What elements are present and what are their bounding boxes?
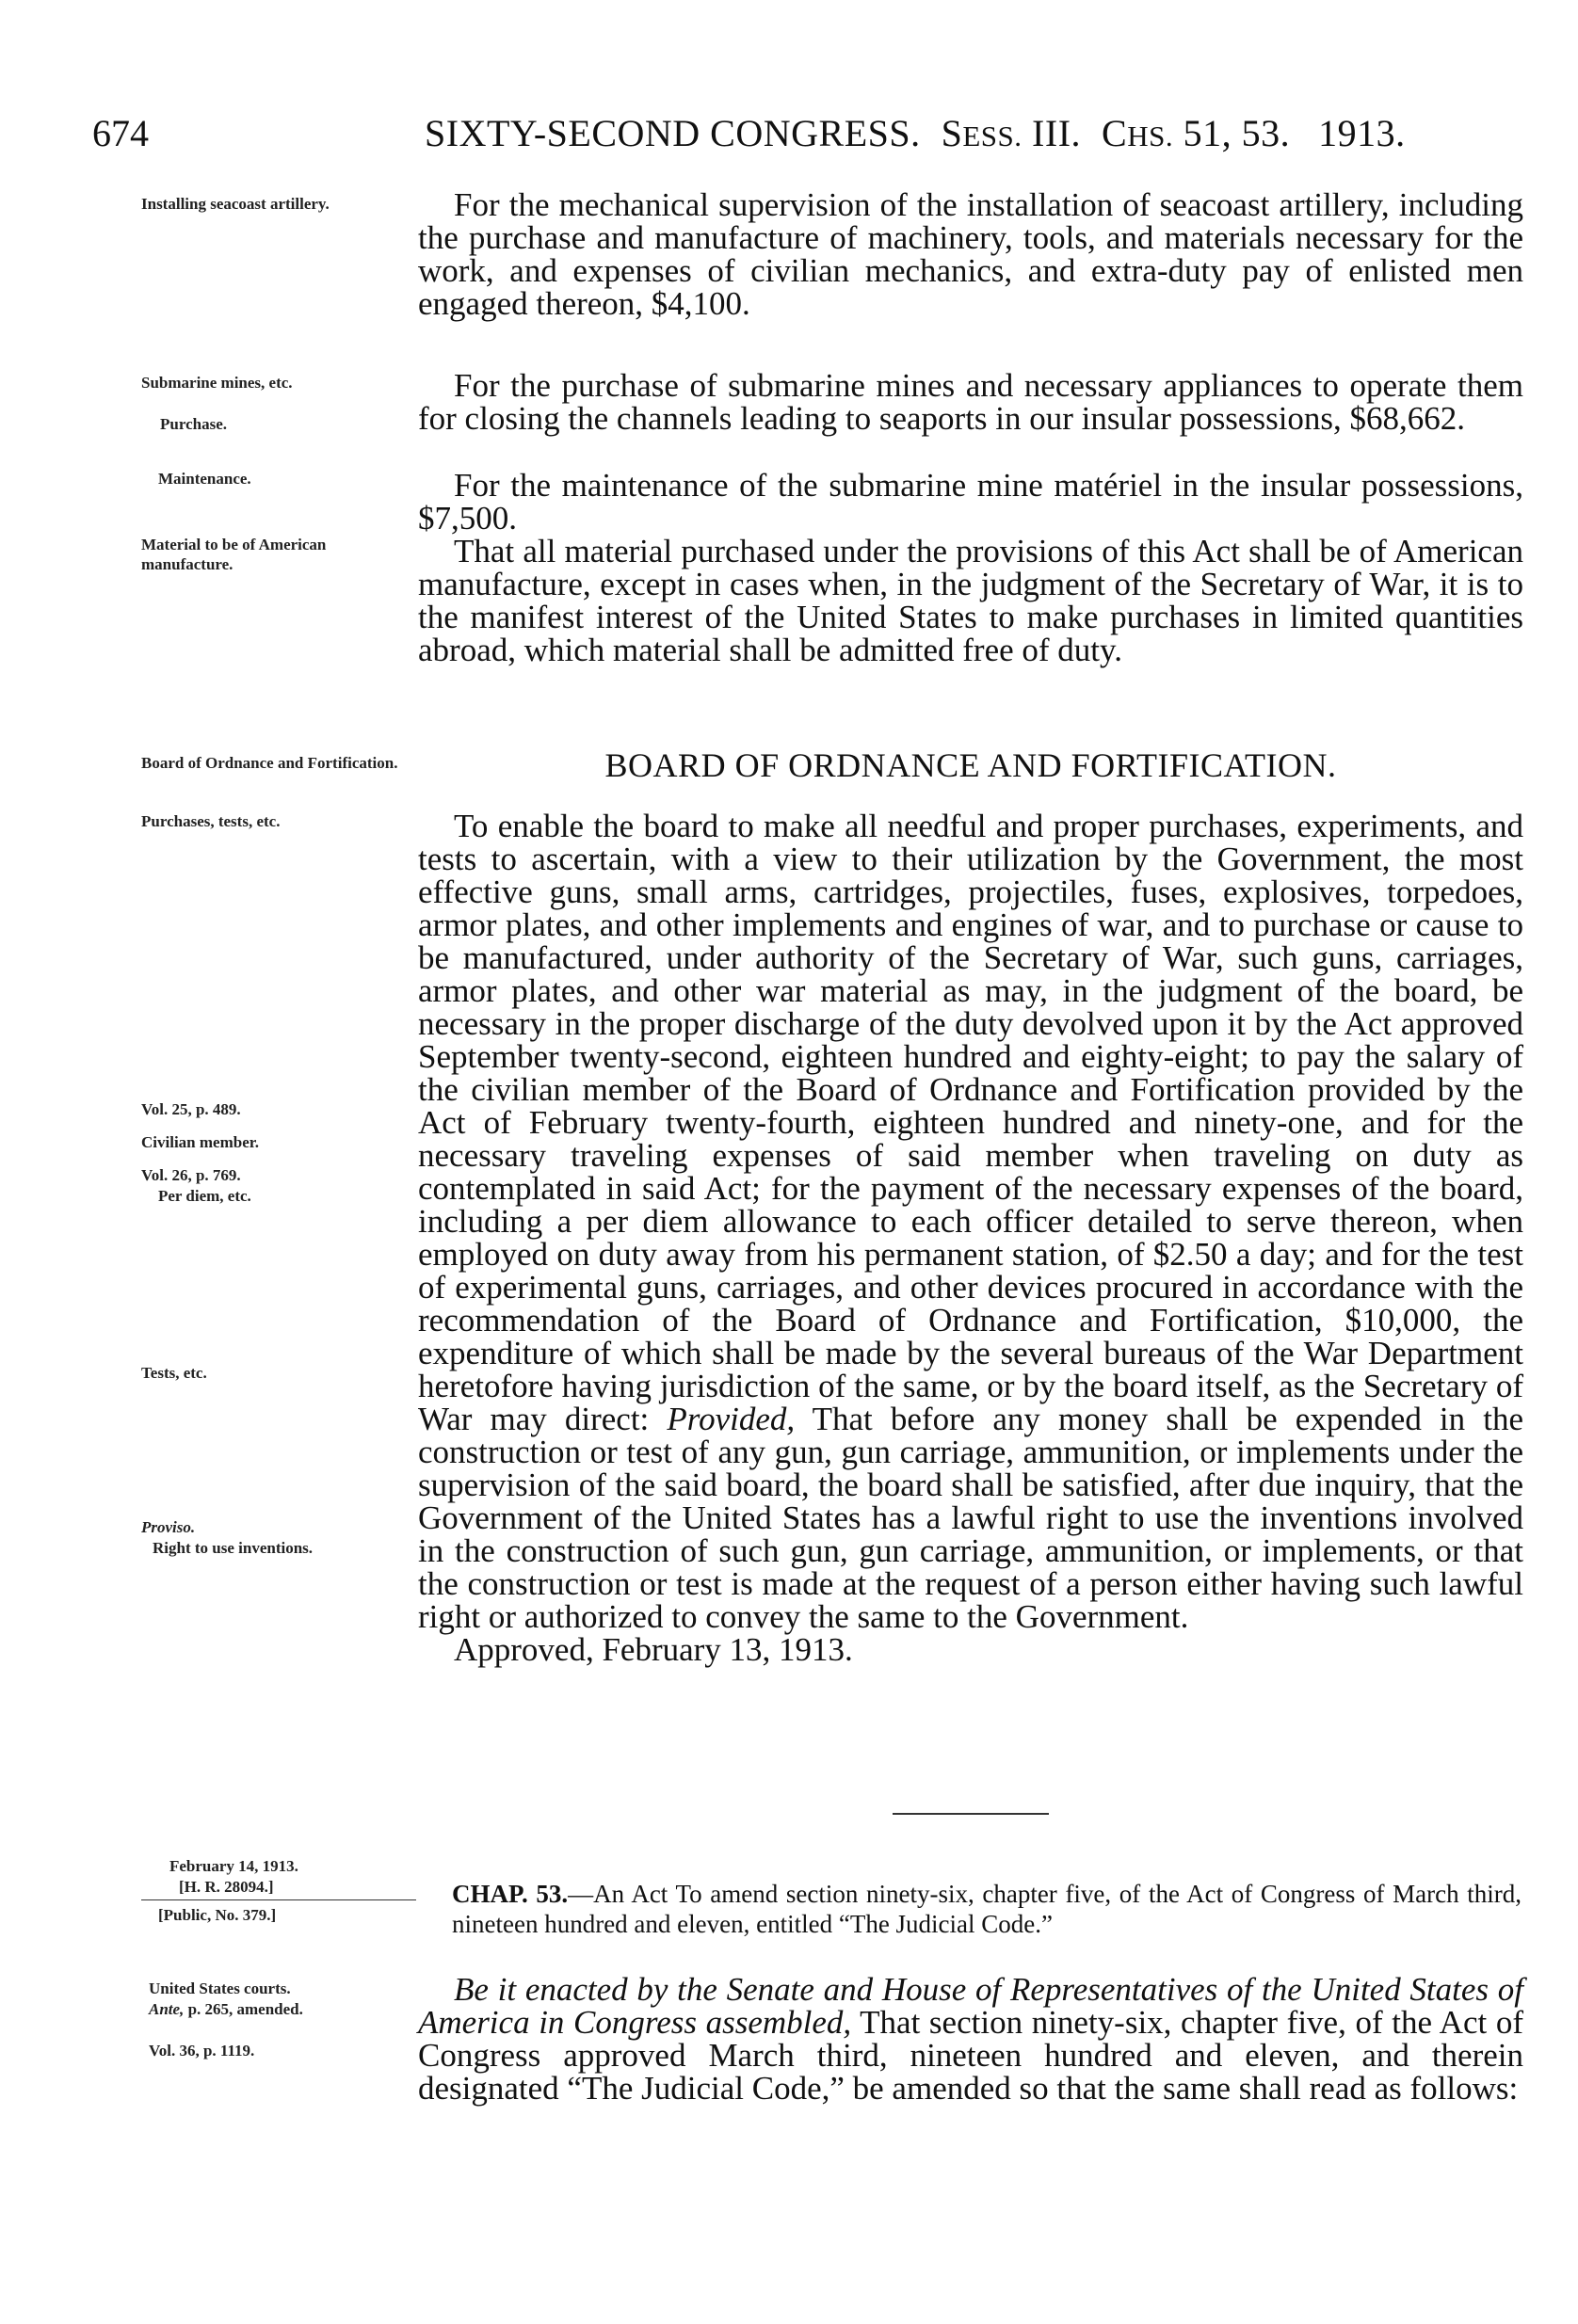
margin-note-vol25: Vol. 25, p. 489. <box>141 1100 241 1118</box>
paragraph-seacoast: For the mechanical supervision of the installation of seacoast artillery, including the purchase and manufacture of machinery, tools, and materials necessary for the work, and expenses of civilian mechanics, and extra-duty pay of enlisted men engaged thereon, $4,100. <box>418 186 1523 322</box>
margin-note-bill: [H. R. 28094.] <box>179 1878 274 1896</box>
paragraph-enacting: Be it enacted by the Senate and House of Representatives of the United States of America in Congress assembled, That section ninety-six, chapter five, of the Act of Congress approved March third, nineteen hundred and eleven, and therein designated “The Judicial Code,” be amended so that the same shall read as follows: <box>418 1971 1523 2107</box>
margin-note-maintenance: Maintenance. <box>158 470 251 488</box>
paragraph-mines: For the purchase of submarine mines and necessary appliances to operate them for closing the channels leading to seaports in our insular possessions, $68,662. <box>418 367 1523 437</box>
margin-note-mines: Submarine mines, etc. <box>141 374 293 392</box>
chapter-title: CHAP. 53.—An Act To amend section ninety-six, chapter five, of the Act of Congress of March third, nineteen hundred and eleven, entitled “The Judicial Code.” <box>452 1880 1522 1938</box>
paragraph-board: To enable the board to make all needful and proper purchases, experiments, and tests to ascertain, with a view to their utilization by the Government, the most effective guns, small arms, cartridges, projectiles, fuses, explosives, torpedoes, armor plates, and other implements and engines of war, and to purchase or cause to be manufactured, under authority of the Secretary of War, such guns, carriages, armor plates, and other war material as may, in the judgment of the board, be necessary in the proper discharge of the duty devolved upon it by the Act approved September twenty-second, eighteen hundred and eighty-eight; to pay the salary of the civilian member of the Board of Ordnance and Fortification provided by the Act of February twenty-fourth, eighteen hundred and ninety-one, and for the necessary traveling expenses of said member when traveling on duty as contemplated in said Act; for the payment of the necessary expenses of the board, including a per diem allowance to each officer detailed to serve thereon, when employed on duty away from his permanent station, of $2.50 a day; and for the test of experimental guns, carriages, and other devices procured in accordance with the recommendation of the Board of Ordnance and Fortification, $10,000, the expenditure of which shall be made by the several bureaus of the War Department heretofore having jurisdiction of the same, or by the board itself, as the Secretary of War may direct: Provided, That before any money shall be expended in the construction or test of any gun, gun carriage, ammunition, or implements under the supervision of the said board, the board shall be satisfied, after due inquiry, that the Government of the United States has a lawful right to use the inventions involved in the construction of such gun, gun carriage, ammunition, or implements, or that the construction or test is made at the request of a person either having such lawful right or authorized to convey the same to the Government. Approved, February 13, 1913. <box>418 808 1524 1668</box>
margin-note-per-diem: Per diem, etc. <box>158 1187 251 1205</box>
margin-note-tests: Tests, etc. <box>141 1364 207 1382</box>
margin-note-purchases-tests: Purchases, tests, etc. <box>141 812 281 830</box>
approval-line: Approved, February 13, 1913. <box>454 1631 853 1668</box>
paragraph-material: That all material purchased under the provisions of this Act shall be of American manufacture, except in cases when, in the judgment of the Secretary of War, it is to the manifest interest of the United States to make purchases in limited quantities abroad, which material shall be admitted free of duty. <box>418 533 1523 668</box>
margin-note-purchase: Purchase. <box>160 415 227 433</box>
margin-note-material: Material to be of American manufacture. <box>141 536 327 573</box>
margin-note-date: February 14, 1913. <box>169 1857 298 1875</box>
margin-note-board: Board of Ordnance and Fortification. <box>141 754 398 772</box>
running-title: SIXTY-SECOND CONGRESS. SESS. III. CHS. 51, 53. 1913. <box>425 112 1406 154</box>
margin-note-proviso: Proviso. <box>141 1518 196 1536</box>
margin-note-vol36: Vol. 36, p. 1119. <box>149 2042 255 2060</box>
margin-rule <box>141 1899 416 1900</box>
margin-note-vol26: Vol. 26, p. 769. <box>141 1166 241 1184</box>
margin-note-right: Right to use inventions. <box>153 1539 314 1557</box>
section-divider <box>893 1813 1049 1815</box>
page-number: 674 <box>92 112 149 154</box>
margin-note-public: [Public, No. 379.] <box>158 1906 277 1924</box>
paragraph-maintenance: For the maintenance of the submarine mine matériel in the insular possessions, $7,500. <box>418 467 1523 537</box>
margin-note-ante: Ante, p. 265, amended. <box>149 2000 303 2018</box>
margin-note-civilian: Civilian member. <box>141 1133 259 1151</box>
margin-note-courts: United States courts. <box>149 1979 291 1997</box>
section-heading: BOARD OF ORDNANCE AND FORTIFICATION. <box>604 746 1337 784</box>
running-header <box>0 111 1578 168</box>
margin-note-seacoast: Installing seacoast artillery. <box>141 195 330 213</box>
